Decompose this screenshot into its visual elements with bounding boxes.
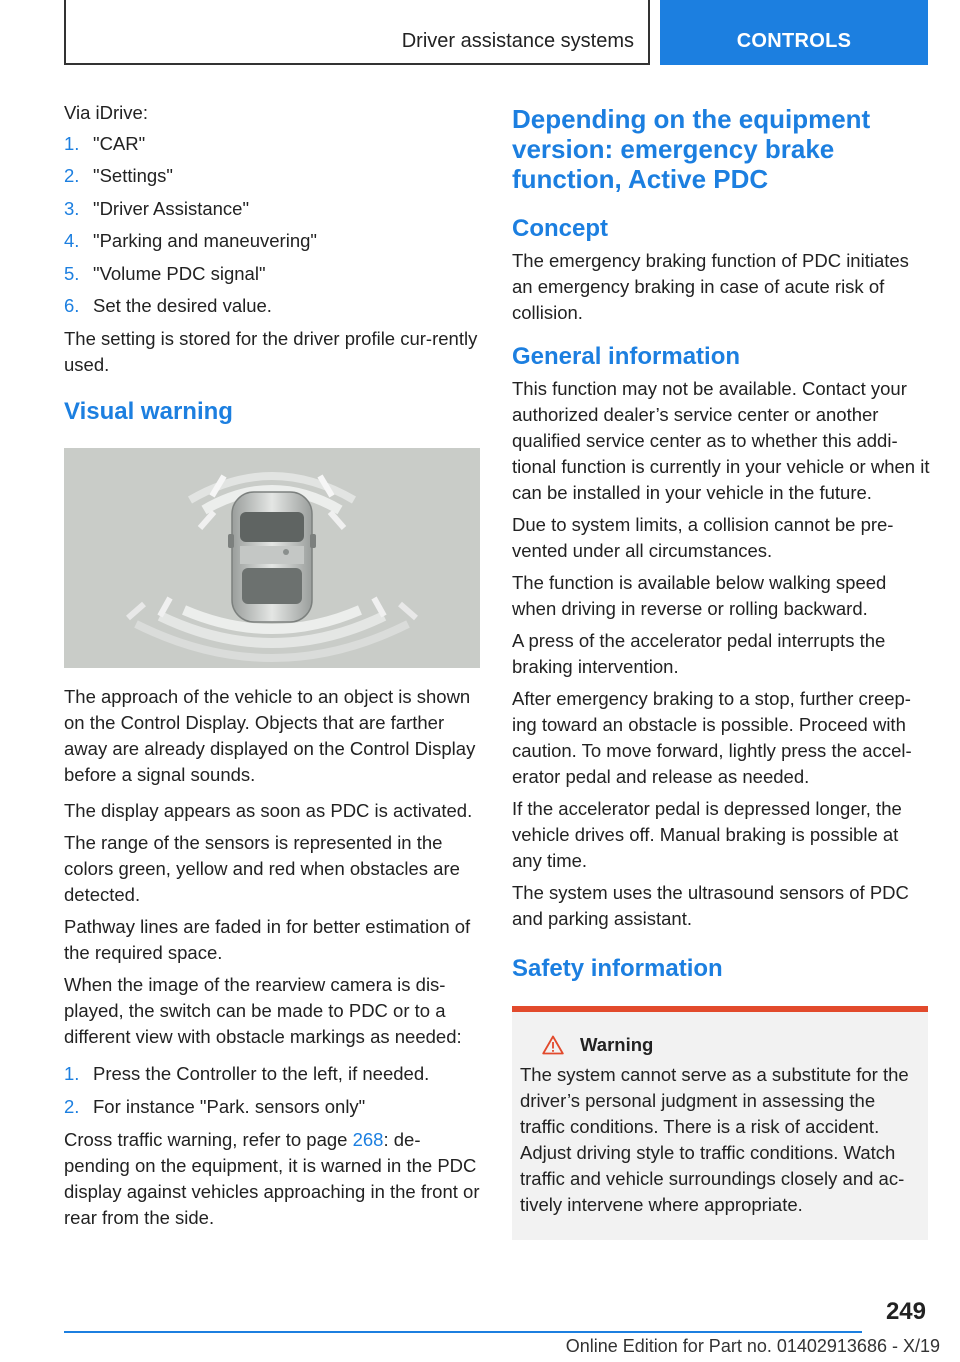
step-item xyxy=(64,1058,482,1090)
general-information-heading: General information xyxy=(512,343,741,370)
step-item xyxy=(64,1091,482,1123)
range-text: The range of the sensors is represented in the colors green, yellow and red when obstacles are detected. xyxy=(64,832,460,906)
general-text: If the accelerator pedal is depressed longer, the vehicle drives off. Manual braking is possible at any time. xyxy=(512,798,902,871)
step-text: "Volume PDC signal" xyxy=(93,262,266,284)
idrive-steps xyxy=(64,128,482,322)
step-number: 5. xyxy=(64,262,80,284)
cross-traffic-post: : de-pending on the equipment, it is warned in the PDC display against vehicles approaching in the front or rear from the side. xyxy=(64,1129,480,1229)
step-item xyxy=(64,160,482,192)
cross-traffic-text xyxy=(64,1127,482,1231)
page-number: 249 xyxy=(885,1298,926,1325)
general-text: This function may not be available. Contact your authorized dealer’s service center or another qualified service center as to whether this addi-tional function is currently in your vehicle or when it can be installed in your vehicle in the future. xyxy=(512,378,930,503)
step-item xyxy=(64,290,482,322)
chapter-tab[interactable] xyxy=(660,0,928,65)
step-text: "Driver Assistance" xyxy=(93,197,250,219)
general-text: A press of the accelerator pedal interrupts the braking intervention. xyxy=(512,630,886,677)
step-number: 1. xyxy=(64,1063,80,1085)
step-number: 1. xyxy=(64,133,80,154)
page-reference-link[interactable]: 268 xyxy=(352,1129,384,1151)
step-number: 4. xyxy=(64,230,80,252)
concept-heading: Concept xyxy=(512,215,608,242)
general-text: Due to system limits, a collision cannot be pre-vented under all circumstances. xyxy=(512,514,894,561)
view-switch-steps xyxy=(64,1058,482,1123)
rearview-text: When the image of the rearview camera is dis-played, the switch can be made to PDC or to a different view with obstacle markings as needed: xyxy=(64,974,462,1048)
step-text: "CAR" xyxy=(93,133,146,154)
step-item xyxy=(64,225,482,257)
general-text: After emergency braking to a stop, further creep-ing toward an obstacle is possible. Proceed with caution. To move forward, lightly press the accel-erator pedal and release as needed. xyxy=(512,688,912,787)
step-number: 2. xyxy=(64,165,80,187)
left-column xyxy=(64,100,482,1237)
general-text: The system uses the ultrasound sensors of PDC and parking assistant. xyxy=(512,882,909,929)
warning-title: Warning xyxy=(580,1034,654,1055)
step-number: 3. xyxy=(64,197,80,219)
concept-text: The emergency braking function of PDC initiates an emergency braking in case of acute risk of collision. xyxy=(512,250,909,323)
section-title-box xyxy=(64,0,650,65)
approach-text: The approach of the vehicle to an object is shown on the Control Display. Objects that are farther away are already displayed on the Control Display before a signal sounds. xyxy=(64,686,476,786)
pdc-display-illustration xyxy=(64,448,480,668)
cross-traffic-pre: Cross traffic warning, refer to page xyxy=(64,1129,353,1151)
step-item xyxy=(64,128,482,160)
safety-information-heading: Safety information xyxy=(512,955,723,982)
step-text: For instance "Park. sensors only" xyxy=(93,1095,366,1117)
step-number: 2. xyxy=(64,1095,80,1117)
step-text: "Parking and maneuvering" xyxy=(93,230,317,252)
pathway-text: Pathway lines are faded in for better estimation of the required space. xyxy=(64,916,471,964)
warning-box xyxy=(512,1006,928,1240)
step-text: "Settings" xyxy=(93,165,173,187)
step-item xyxy=(64,193,482,225)
warning-text: The system cannot serve as a substitute for the driver’s personal judgment in assessing the traffic conditions. There is a risk of accident. Adjust driving style to traffic conditions. Watch traffic and vehicle surroundings closely and ac-tively intervene where appropriate. xyxy=(520,1064,909,1215)
general-text: The function is available below walking speed when driving in reverse or rolling backward. xyxy=(512,572,887,619)
right-column xyxy=(512,100,930,1240)
display-text: The display appears as soon as PDC is activated. xyxy=(64,800,473,822)
page-header xyxy=(64,0,928,65)
visual-warning-heading: Visual warning xyxy=(64,398,233,426)
warning-triangle-icon xyxy=(542,1035,564,1055)
chapter-tab-label: CONTROLS xyxy=(736,30,852,52)
step-item xyxy=(64,258,482,290)
footer-divider xyxy=(64,1331,862,1333)
step-text: Press the Controller to the left, if needed. xyxy=(93,1063,430,1085)
section-heading: Depending on the equipment version: emergency brake function, Active PDC xyxy=(512,104,871,194)
section-title: Driver assistance systems xyxy=(401,30,634,52)
step-number: 6. xyxy=(64,295,80,317)
setting-note: The setting is stored for the driver profile cur-rently used. xyxy=(64,328,478,376)
pdc-car-graphic xyxy=(64,448,480,668)
intro-text: Via iDrive: xyxy=(64,102,148,123)
edition-footer: Online Edition for Part no. 01402913686 - X/19 xyxy=(565,1336,940,1356)
step-text: Set the desired value. xyxy=(93,295,272,317)
warning-title-row xyxy=(520,1034,920,1056)
